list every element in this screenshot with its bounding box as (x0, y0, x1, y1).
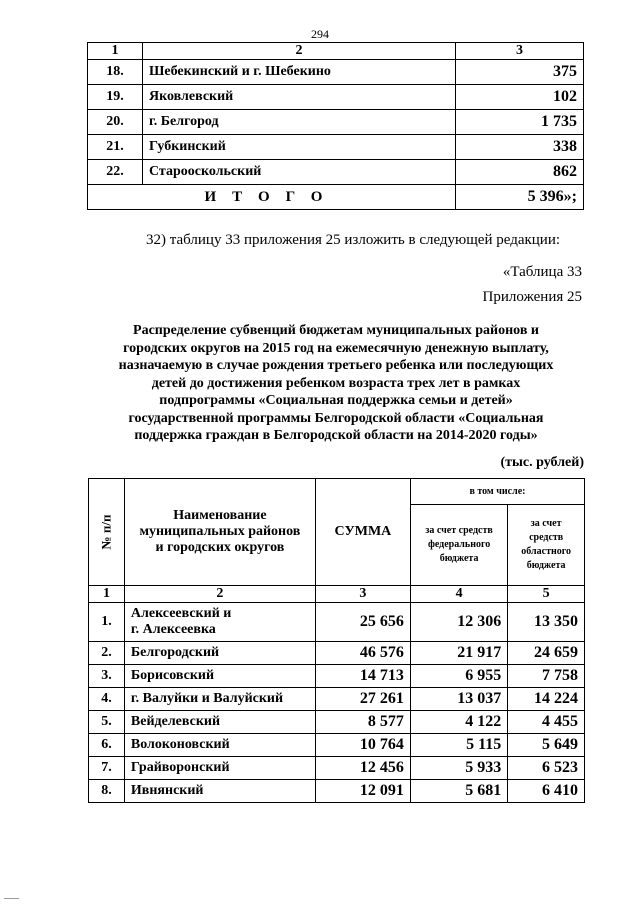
sum-value: 10 764 (315, 734, 410, 757)
row-number: 20. (88, 110, 143, 135)
row-number: 6. (89, 734, 125, 757)
header-federal (410, 504, 507, 585)
federal-value: 21 917 (410, 642, 507, 665)
district-name: Шебекинский и г. Шебекино (143, 60, 456, 85)
district-name: г. Валуйки и Валуйский (124, 688, 315, 711)
header-name-line: муниципальных районов (139, 524, 301, 539)
header-federal-line: за счет средств (425, 524, 493, 536)
header-including: в том числе: (410, 479, 584, 505)
top-table-total-row (88, 185, 584, 210)
top-table-row (88, 60, 584, 85)
row-number: 19. (88, 85, 143, 110)
row-number: 21. (88, 135, 143, 160)
header-regional-line: за счет (530, 517, 562, 529)
table-row (89, 603, 585, 642)
title-line: Распределение субвенций бюджетам муниципальных районов и (133, 323, 539, 338)
district-name-line: г. Алексеевка (130, 622, 216, 637)
column-number: 5 (508, 586, 585, 603)
district-name: Грайворонский (124, 757, 315, 780)
table-caption: «Таблица 33 (502, 264, 582, 280)
title-line: поддержка граждан в Белгородской области на 2014-2020 годы» (134, 428, 538, 443)
federal-value: 12 306 (410, 603, 507, 642)
row-number: 3. (89, 665, 125, 688)
row-number: 2. (89, 642, 125, 665)
row-number: 1. (89, 603, 125, 642)
top-table (87, 42, 584, 210)
district-name-line: Алексеевский и (130, 606, 232, 621)
instruction-paragraph: 32) таблицу 33 приложения 25 изложить в следующей редакции: (146, 232, 561, 248)
top-table-row (88, 85, 584, 110)
district-name: г. Белгород (143, 110, 456, 135)
regional-value: 14 224 (508, 688, 585, 711)
column-number: 1 (89, 586, 125, 603)
district-name: Губкинский (143, 135, 456, 160)
header-name-line: и городских округов (155, 540, 285, 555)
federal-value: 5 681 (410, 780, 507, 803)
title-line: подпрограммы «Социальная поддержка семьи и детей» (159, 393, 513, 408)
amount: 375 (456, 60, 584, 85)
sum-value: 27 261 (315, 688, 410, 711)
amount: 102 (456, 85, 584, 110)
appendix-caption: Приложения 25 (482, 289, 582, 305)
district-name: Старооскольский (143, 160, 456, 185)
regional-value: 4 455 (508, 711, 585, 734)
table-row (89, 780, 585, 803)
table-row (89, 642, 585, 665)
sum-value: 25 656 (315, 603, 410, 642)
row-number: 7. (89, 757, 125, 780)
regional-value: 6 410 (508, 780, 585, 803)
header-federal-line: федерального (427, 538, 491, 550)
sum-value: 8 577 (315, 711, 410, 734)
row-number: 8. (89, 780, 125, 803)
federal-value: 5 115 (410, 734, 507, 757)
top-table-col-header: 3 (456, 43, 584, 60)
row-number: 18. (88, 60, 143, 85)
footer-mark: ___ (4, 889, 19, 900)
table-row (89, 665, 585, 688)
header-name-line: Наименование (173, 508, 267, 523)
header-name (124, 479, 315, 586)
district-name: Борисовский (124, 665, 315, 688)
row-number: 4. (89, 688, 125, 711)
column-number: 4 (410, 586, 507, 603)
header-number (89, 479, 125, 586)
federal-value: 6 955 (410, 665, 507, 688)
table-title (90, 322, 582, 445)
top-table-col-header: 1 (88, 43, 143, 60)
total-value: 5 396»; (456, 185, 584, 210)
total-label: ИТОГО (88, 185, 456, 210)
district-name: Ивнянский (124, 780, 315, 803)
row-number: 5. (89, 711, 125, 734)
header-federal-line: бюджета (439, 552, 479, 564)
regional-value: 13 350 (508, 603, 585, 642)
title-line: государственной программы Белгородской области «Социальная (128, 410, 544, 426)
regional-value: 24 659 (508, 642, 585, 665)
title-line: детей до достижения ребенком возраста трех лет в рамках (151, 375, 521, 391)
district-name: Яковлевский (143, 85, 456, 110)
table-row (89, 734, 585, 757)
sum-value: 46 576 (315, 642, 410, 665)
table-row (89, 688, 585, 711)
title-line: городских округов на 2015 год на ежемесячную денежную выплату, (123, 340, 549, 356)
main-table-header (89, 479, 585, 505)
amount: 338 (456, 135, 584, 160)
header-regional-line: средств (529, 531, 564, 543)
main-table (88, 478, 585, 803)
amount: 862 (456, 160, 584, 185)
top-table-col-header: 2 (143, 43, 456, 60)
sum-value: 14 713 (315, 665, 410, 688)
sum-value: 12 091 (315, 780, 410, 803)
row-number: 22. (88, 160, 143, 185)
federal-value: 5 933 (410, 757, 507, 780)
district-name: Белгородский (124, 642, 315, 665)
units-label: (тыс. рублей) (500, 455, 584, 470)
regional-value: 6 523 (508, 757, 585, 780)
title-line: назначаемую в случае рождения третьего ребенка или последующих (118, 358, 554, 373)
district-name (124, 603, 315, 642)
amount: 1 735 (456, 110, 584, 135)
federal-value: 13 037 (410, 688, 507, 711)
regional-value: 7 758 (508, 665, 585, 688)
regional-value: 5 649 (508, 734, 585, 757)
sum-value: 12 456 (315, 757, 410, 780)
district-name: Волоконовский (124, 734, 315, 757)
top-table-row (88, 110, 584, 135)
page-number: 294 (311, 27, 329, 41)
column-number: 3 (315, 586, 410, 603)
federal-value: 4 122 (410, 711, 507, 734)
header-regional-line: бюджета (526, 559, 566, 571)
table-row (89, 757, 585, 780)
header-regional (508, 504, 585, 585)
top-table-header-row (88, 43, 584, 60)
top-table-row (88, 160, 584, 185)
top-table-row (88, 135, 584, 160)
header-regional-line: областного (521, 545, 572, 557)
table-row (89, 711, 585, 734)
header-number-label: № п/п (98, 514, 114, 549)
district-name: Вейделевский (124, 711, 315, 734)
column-number: 2 (124, 586, 315, 603)
column-number-row (89, 586, 585, 603)
header-sum: СУММА (315, 479, 410, 586)
